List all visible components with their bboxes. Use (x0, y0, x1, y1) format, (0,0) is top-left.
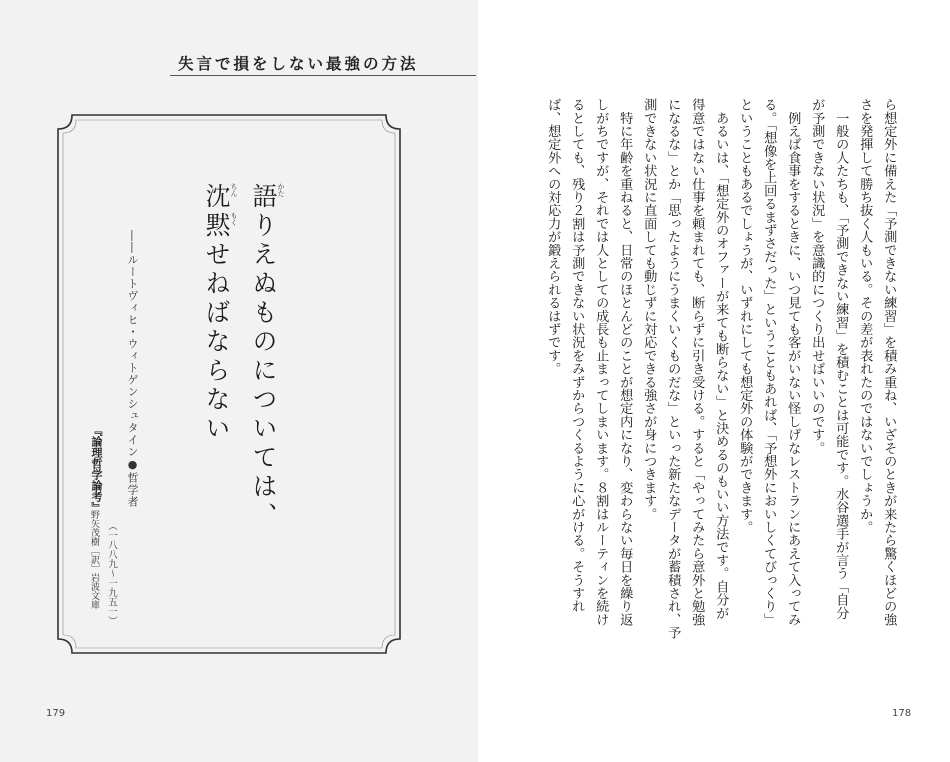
page-number-right: 178 (892, 708, 912, 719)
body-column: る。「想像を上回るまずさだった」ということもあれば、「予想外においしくてびっくり」 (761, 98, 777, 626)
body-column: 得意ではない仕事を頼まれても、断らずに引き受ける。すると「やってみたら意外と勉強 (689, 98, 705, 626)
body-column: 特に年齢を重ねると、日常のほとんどのことが想定内になり、変わらない毎日を繰り返 (617, 98, 633, 626)
quote-source: 『論理哲学論考』 (90, 425, 103, 513)
running-head-rule (170, 75, 476, 76)
body-column: ら想定外に備えた「予測できない練習」を積み重ね、いざそのときが来たら驚くほどの強 (881, 98, 897, 626)
body-column: ば、想定外への対応力が鍛えられるはずです。 (545, 98, 561, 376)
body-column: あるいは、「想定外のオファーが来ても断らない」と決めるのもいい方法です。自分が (713, 98, 729, 620)
quote-line-2: 沈黙せねばならない (202, 183, 231, 444)
body-column: になるな」とか「思ったようにうまくいくものだな」といった新たなデータが蓄積され、予 (665, 98, 681, 640)
body-column: が予測できない状況」を意識的につくり出せばいいのです。 (809, 98, 825, 455)
body-column: るとしても、残り２割は予測できない状況をみずからつくるように心がける。そうすれ (569, 98, 585, 613)
body-column: ということもあるでしょうが、いずれにしても想定外の体験ができます。 (737, 98, 753, 534)
quote-author: ――ルートヴィヒ・ウィトゲンシュタイン●哲学者 (126, 230, 139, 508)
body-column: 測できない状況に直面しても動じずに対応できる強さが身につきます。 (641, 98, 657, 521)
ruby-kata: かた (277, 183, 285, 197)
page-number-left: 179 (46, 708, 66, 719)
body-column: さを発揮して勝ち抜く人もいる。その差が表れたのではないでしょうか。 (857, 98, 873, 534)
quote-line-1: 語りえぬものについては、 (249, 183, 278, 531)
ruby-chin: ちん (230, 183, 238, 197)
body-column: しがちですが、それでは人としての成長も止まってしまいます。８割はルーティンを続け (593, 98, 609, 626)
body-column: 一般の人たちも、「予測できない練習」を積むことは可能です。水谷選手が言う「自分 (833, 98, 849, 620)
running-head: 失言で損をしない最強の方法 (178, 55, 419, 73)
source-meta: 野矢茂樹［訳］岩波文庫 (89, 510, 99, 609)
ruby-moku: もく (230, 212, 238, 226)
body-column: 例えば食事をするときに、いつ見ても客がいない怪しげなレストランにあえて入ってみ (785, 98, 801, 626)
author-years: （一八八九〜一九五一） (106, 521, 117, 626)
